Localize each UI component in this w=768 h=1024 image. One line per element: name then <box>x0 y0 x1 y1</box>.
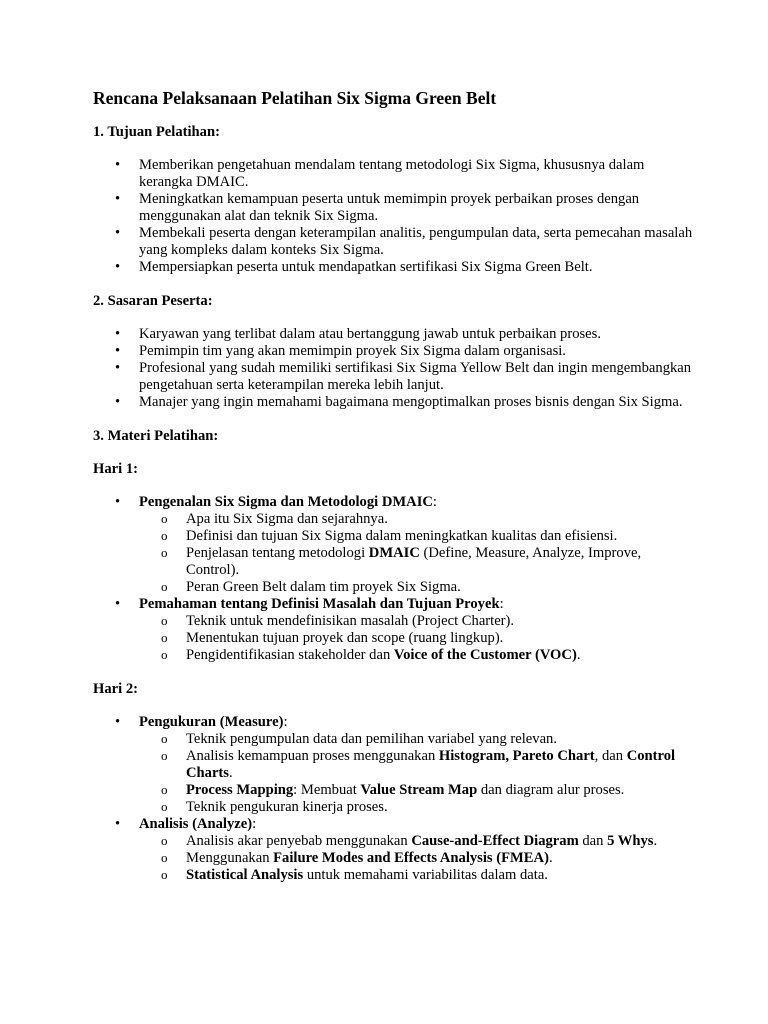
subtopic-item: o Apa itu Six Sigma dan sejarahnya. <box>186 511 693 528</box>
topic-item: • Analisis (Analyze): o Analisis akar penyebab menggunakan Cause-and-Effect Diagram dan 5 Whys. o Menggunakan Failure Modes and Effects Analysis (FMEA). o Statistical Analysis untuk memahami variabilitas dalam data. <box>139 816 693 884</box>
subtopic-item: o Analisis akar penyebab menggunakan Cause-and-Effect Diagram dan 5 Whys. <box>186 833 693 850</box>
list-item: • Memberikan pengetahuan mendalam tentang metodologi Six Sigma, khususnya dalam kerangka DMAIC. <box>139 157 693 191</box>
list-item: • Pemimpin tim yang akan memimpin proyek Six Sigma dalam organisasi. <box>139 343 693 360</box>
sasaran-list <box>93 326 693 411</box>
section-heading-sasaran: 2. Sasaran Peserta: <box>93 293 213 309</box>
subtopic-item: o Penjelasan tentang metodologi DMAIC (Define, Measure, Analyze, Improve, Control). <box>186 545 693 579</box>
day1-topic-list <box>93 494 693 664</box>
day2-topic-list <box>93 714 693 884</box>
day-heading-2: Hari 2: <box>93 681 138 697</box>
list-item: • Membekali peserta dengan keterampilan analitis, pengumpulan data, serta pemecahan masalah yang kompleks dalam konteks Six Sigma. <box>139 225 693 259</box>
subtopic-item: o Statistical Analysis untuk memahami variabilitas dalam data. <box>186 867 693 884</box>
list-item: • Mempersiapkan peserta untuk mendapatkan sertifikasi Six Sigma Green Belt. <box>139 259 693 276</box>
list-item: • Karyawan yang terlibat dalam atau bertanggung jawab untuk perbaikan proses. <box>139 326 693 343</box>
subtopic-item: o Analisis kemampuan proses menggunakan Histogram, Pareto Chart, dan Control Charts. <box>186 748 693 782</box>
section-heading-materi: 3. Materi Pelatihan: <box>93 428 219 444</box>
list-item: • Profesional yang sudah memiliki sertifikasi Six Sigma Yellow Belt dan ingin mengembangkan pengetahuan serta keterampilan mereka lebih lanjut. <box>139 360 693 394</box>
subtopic-list <box>139 613 693 664</box>
topic-item: • Pemahaman tentang Definisi Masalah dan Tujuan Proyek: o Teknik untuk mendefinisikan masalah (Project Charter). o Menentukan tujuan proyek dan scope (ruang lingkup). o Pengidentifikasian stakeholder dan Voice of the Customer (VOC). <box>139 596 693 664</box>
subtopic-list <box>139 511 693 596</box>
list-item: • Meningkatkan kemampuan peserta untuk memimpin proyek perbaikan proses dengan menggunakan alat dan teknik Six Sigma. <box>139 191 693 225</box>
subtopic-item: o Teknik pengumpulan data dan pemilihan variabel yang relevan. <box>186 731 693 748</box>
subtopic-item: o Pengidentifikasian stakeholder dan Voice of the Customer (VOC). <box>186 647 693 664</box>
subtopic-item: o Teknik untuk mendefinisikan masalah (Project Charter). <box>186 613 693 630</box>
topic-label: Pengukuran (Measure) <box>139 714 284 730</box>
topic-label: Analisis (Analyze) <box>139 816 253 832</box>
document-page <box>93 88 693 901</box>
section-heading-tujuan: 1. Tujuan Pelatihan: <box>93 124 220 140</box>
day-heading-1: Hari 1: <box>93 461 138 477</box>
subtopic-item: o Process Mapping: Membuat Value Stream Map dan diagram alur proses. <box>186 782 693 799</box>
subtopic-item: o Definisi dan tujuan Six Sigma dalam meningkatkan kualitas dan efisiensi. <box>186 528 693 545</box>
topic-item: • Pengukuran (Measure): o Teknik pengumpulan data dan pemilihan variabel yang relevan. o Analisis kemampuan proses menggunakan Histogram, Pareto Chart, dan Control Charts. o Process Mapping: Membuat Value Stream Map dan diagram alur proses. o Teknik pengukuran kinerja proses. <box>139 714 693 816</box>
list-item: • Manajer yang ingin memahami bagaimana mengoptimalkan proses bisnis dengan Six Sigma. <box>139 394 693 411</box>
topic-label: Pengenalan Six Sigma dan Metodologi DMAIC <box>139 494 433 510</box>
document-title: Rencana Pelaksanaan Pelatihan Six Sigma Green Belt <box>93 88 497 108</box>
subtopic-item: o Menggunakan Failure Modes and Effects Analysis (FMEA). <box>186 850 693 867</box>
tujuan-list <box>93 157 693 276</box>
topic-label: Pemahaman tentang Definisi Masalah dan Tujuan Proyek <box>139 596 500 612</box>
subtopic-item: o Peran Green Belt dalam tim proyek Six Sigma. <box>186 579 693 596</box>
subtopic-item: o Teknik pengukuran kinerja proses. <box>186 799 693 816</box>
subtopic-list <box>139 731 693 816</box>
subtopic-item: o Menentukan tujuan proyek dan scope (ruang lingkup). <box>186 630 693 647</box>
topic-item: • Pengenalan Six Sigma dan Metodologi DMAIC: o Apa itu Six Sigma dan sejarahnya. o Definisi dan tujuan Six Sigma dalam meningkatkan kualitas dan efisiensi. o Penjelasan tentang metodologi DMAIC (Define, Measure, Analyze, Improve, Control). o Peran Green Belt dalam tim proyek Six Sigma. <box>139 494 693 596</box>
subtopic-list <box>139 833 693 884</box>
